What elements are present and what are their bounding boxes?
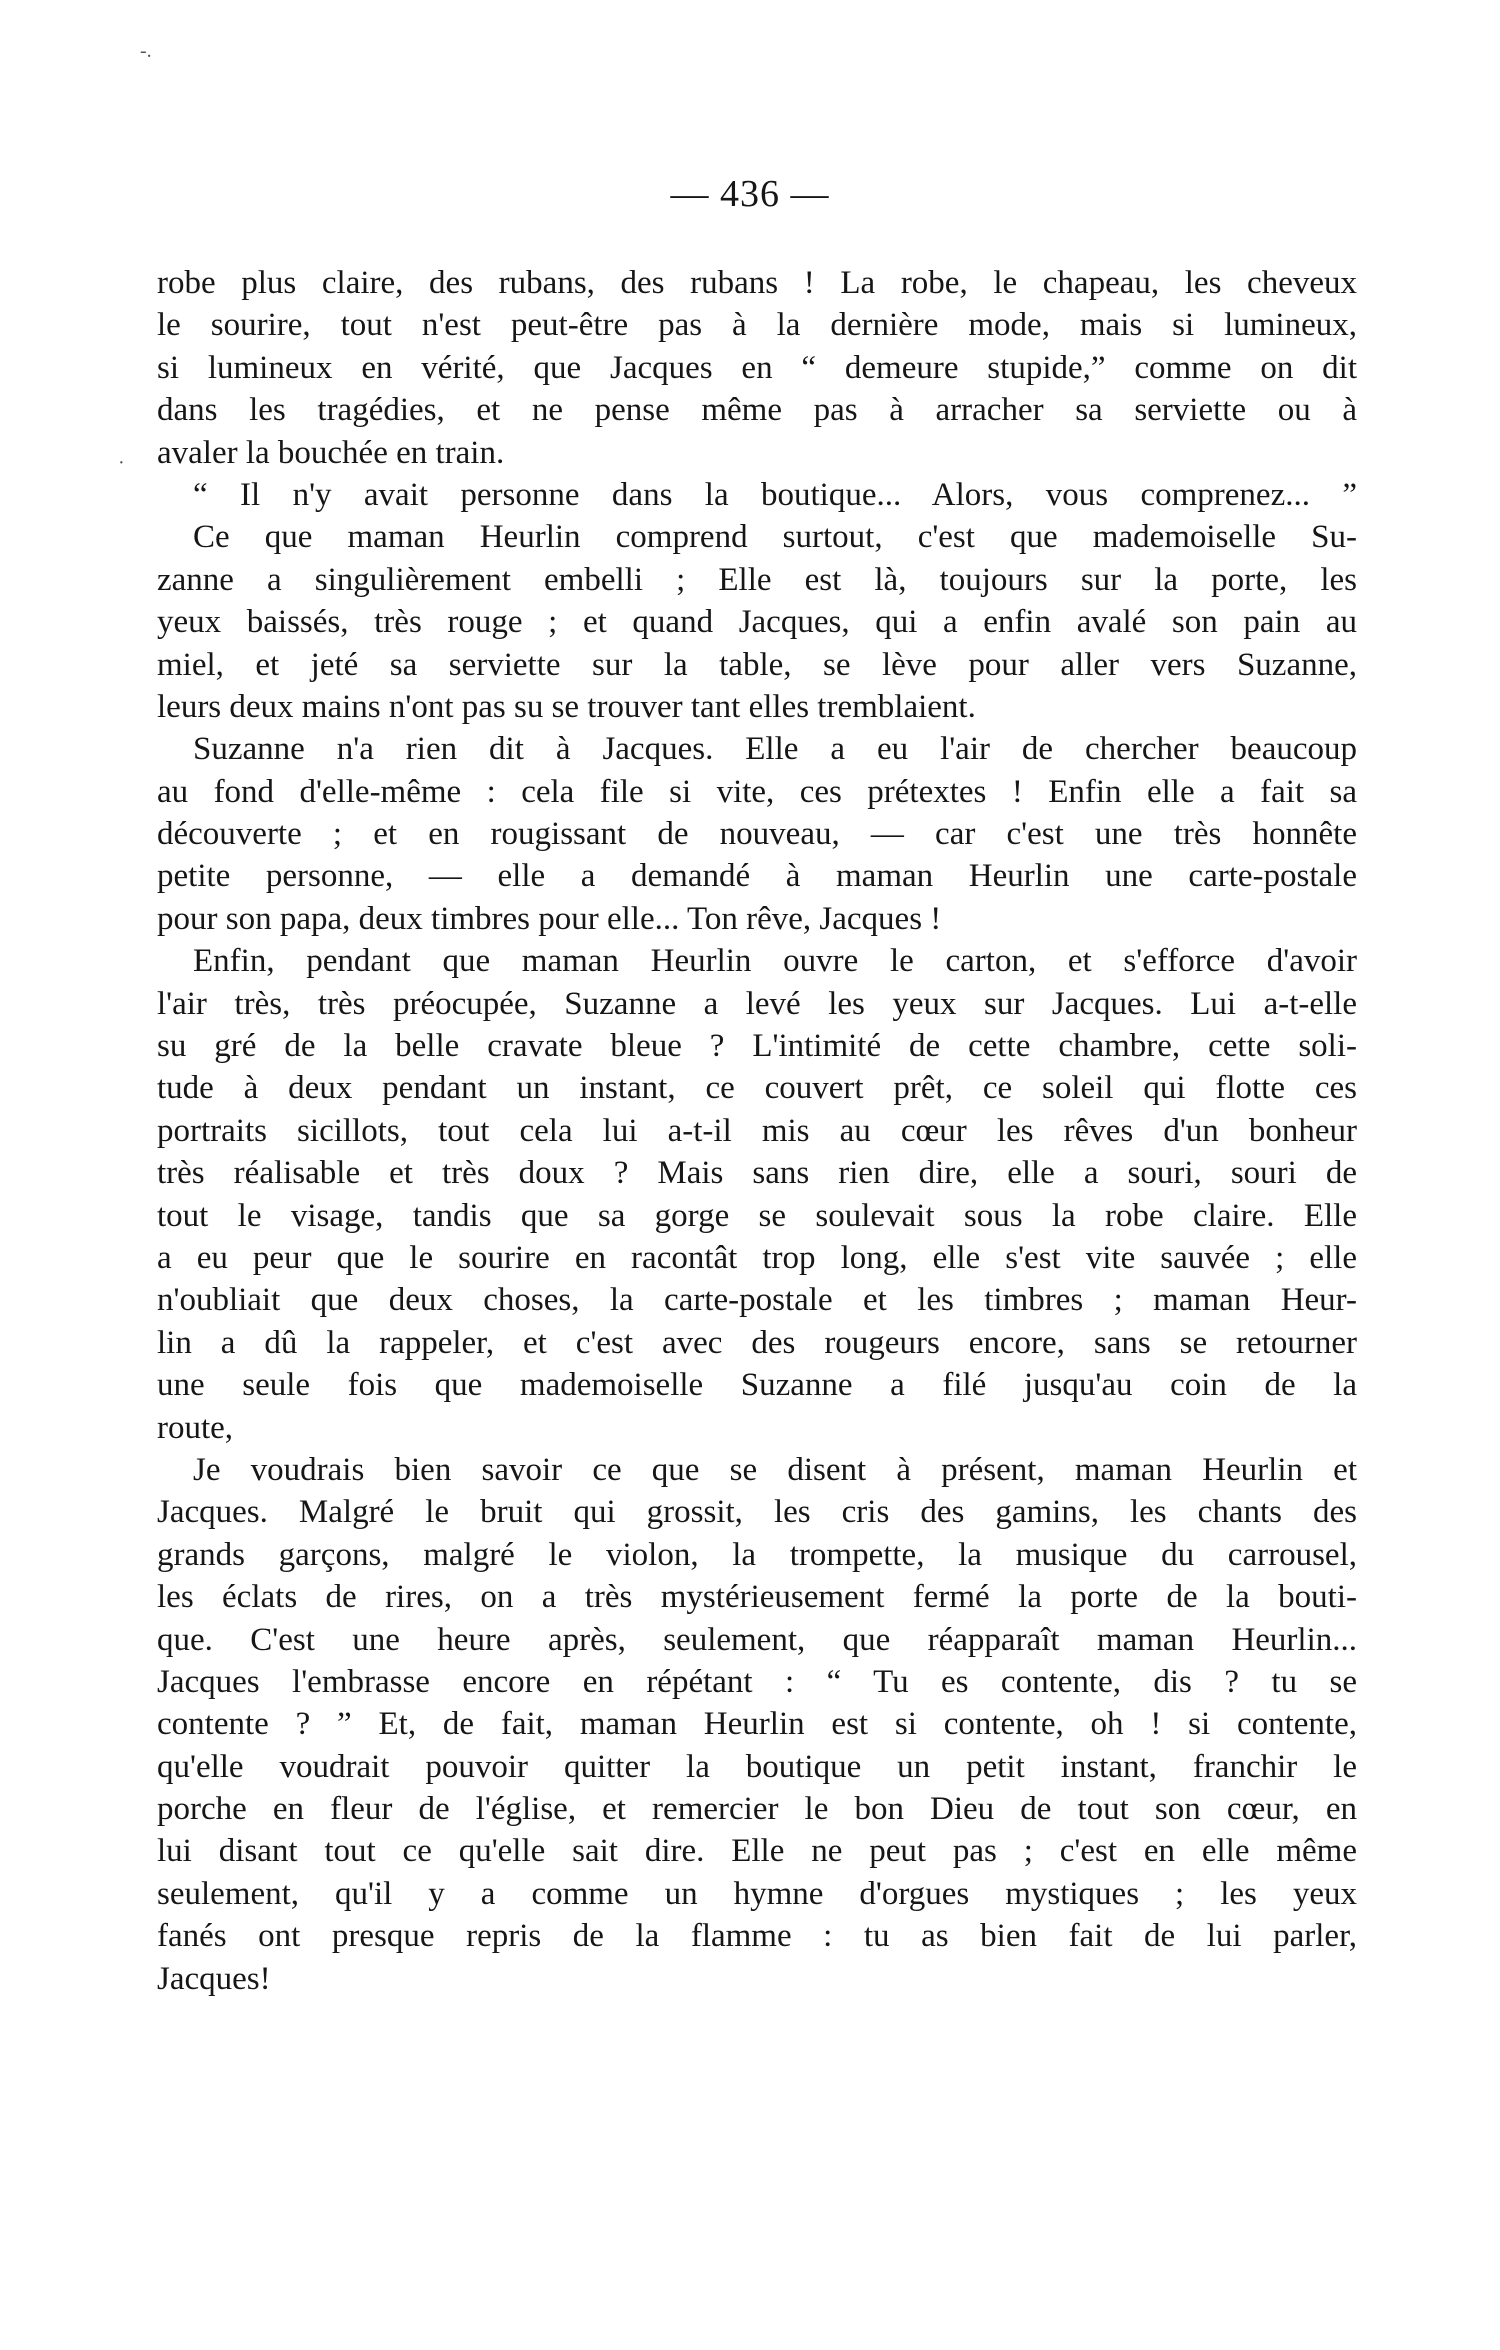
- text-line: avaler la bouchée en train.: [157, 434, 505, 471]
- text-line: portraits sicillots, tout cela lui a-t-il mis au cœur les rêves d'un bonheur: [157, 1112, 1357, 1149]
- text-line: zanne a singulièrement embelli ; Elle est là, toujours sur la porte, les: [157, 561, 1357, 598]
- text-line: Ce que maman Heurlin comprend surtout, c'est que mademoiselle Su-: [193, 519, 1357, 556]
- text-line: n'oubliait que deux choses, la carte-postale et les timbres ; maman Heur-: [157, 1282, 1357, 1319]
- text-line: qu'elle voudrait pouvoir quitter la boutique un petit instant, franchir le: [157, 1748, 1357, 1785]
- text-line: Jacques. Malgré le bruit qui grossit, les cris des gamins, les chants des: [157, 1494, 1357, 1531]
- text-line: Je voudrais bien savoir ce que se disent à présent, maman Heurlin et: [193, 1451, 1357, 1488]
- text-line: une seule fois que mademoiselle Suzanne a filé jusqu'au coin de la: [157, 1367, 1357, 1404]
- text-line: miel, et jeté sa serviette sur la table, se lève pour aller vers Suzanne,: [157, 646, 1357, 683]
- text-line: su gré de la belle cravate bleue ? L'intimité de cette chambre, cette soli-: [157, 1028, 1357, 1065]
- text-line: les éclats de rires, on a très mystérieusement fermé la porte de la bouti-: [157, 1579, 1357, 1616]
- text-line: lin a dû la rappeler, et c'est avec des rougeurs encore, sans se retourner: [157, 1324, 1357, 1361]
- text-line: seulement, qu'il y a comme un hymne d'orgues mystiques ; les yeux: [157, 1875, 1357, 1912]
- text-line: au fond d'elle-même : cela file si vite, ces prétextes ! Enfin elle a fait sa: [157, 773, 1357, 810]
- text-line: yeux baissés, très rouge ; et quand Jacques, qui a enfin avalé son pain au: [157, 604, 1357, 641]
- text-line: dans les tragédies, et ne pense même pas à arracher sa serviette ou à: [157, 392, 1357, 429]
- text-line: a eu peur que le sourire en racontât trop long, elle s'est vite sauvée ; elle: [157, 1239, 1357, 1276]
- text-line: Jacques l'embrasse encore en répétant : “ Tu es contente, dis ? tu se: [157, 1663, 1357, 1700]
- text-line: leurs deux mains n'ont pas su se trouver tant elles tremblaient.: [157, 688, 976, 725]
- text-line: pour son papa, deux timbres pour elle... Ton rêve, Jacques !: [157, 900, 942, 937]
- text-line: tout le visage, tandis que sa gorge se soulevait sous la robe claire. Elle: [157, 1197, 1357, 1234]
- text-line: tude à deux pendant un instant, ce couvert prêt, ce soleil qui flotte ces: [157, 1070, 1357, 1107]
- text-line: petite personne, — elle a demandé à maman Heurlin une carte-postale: [157, 858, 1357, 895]
- text-line: grands garçons, malgré le violon, la trompette, la musique du carrousel,: [157, 1536, 1357, 1573]
- text-line: fanés ont presque repris de la flamme : tu as bien fait de lui parler,: [157, 1918, 1357, 1955]
- text-line: découverte ; et en rougissant de nouveau, — car c'est une très honnête: [157, 816, 1357, 853]
- text-line: Enfin, pendant que maman Heurlin ouvre le carton, et s'efforce d'avoir: [193, 943, 1357, 980]
- text-line: très réalisable et très doux ? Mais sans rien dire, elle a souri, souri de: [157, 1155, 1357, 1192]
- text-line: Jacques!: [157, 1960, 271, 1997]
- text-line: si lumineux en vérité, que Jacques en “ demeure stupide,” comme on dit: [157, 349, 1357, 386]
- text-line: robe plus claire, des rubans, des rubans ! La robe, le chapeau, les cheveux: [157, 265, 1357, 301]
- text-line: “ Il n'y avait personne dans la boutique... Alors, vous comprenez... ”: [193, 476, 1357, 513]
- text-line: lui disant tout ce qu'elle sait dire. Elle ne peut pas ; c'est en elle même: [157, 1833, 1357, 1870]
- text-line: porche en fleur de l'église, et remercier le bon Dieu de tout son cœur, en: [157, 1791, 1357, 1828]
- text-line: l'air très, très préocupée, Suzanne a levé les yeux sur Jacques. Lui a-t-elle: [157, 985, 1357, 1022]
- text-line: contente ? ” Et, de fait, maman Heurlin est si contente, oh ! si contente,: [157, 1706, 1357, 1743]
- text-line: Suzanne n'a rien dit à Jacques. Elle a eu l'air de chercher beaucoup: [193, 731, 1357, 768]
- text-line: le sourire, tout n'est peut-être pas à la dernière mode, mais si lumineux,: [157, 307, 1357, 344]
- text-line: route,: [157, 1409, 234, 1446]
- text-line: que. C'est une heure après, seulement, que réapparaît maman Heurlin...: [157, 1621, 1357, 1658]
- page-body: [157, 262, 1357, 2000]
- margin-mark-top: -.: [140, 40, 152, 62]
- page-number: — 436 —: [670, 173, 830, 215]
- margin-mark-left: ·: [118, 452, 125, 474]
